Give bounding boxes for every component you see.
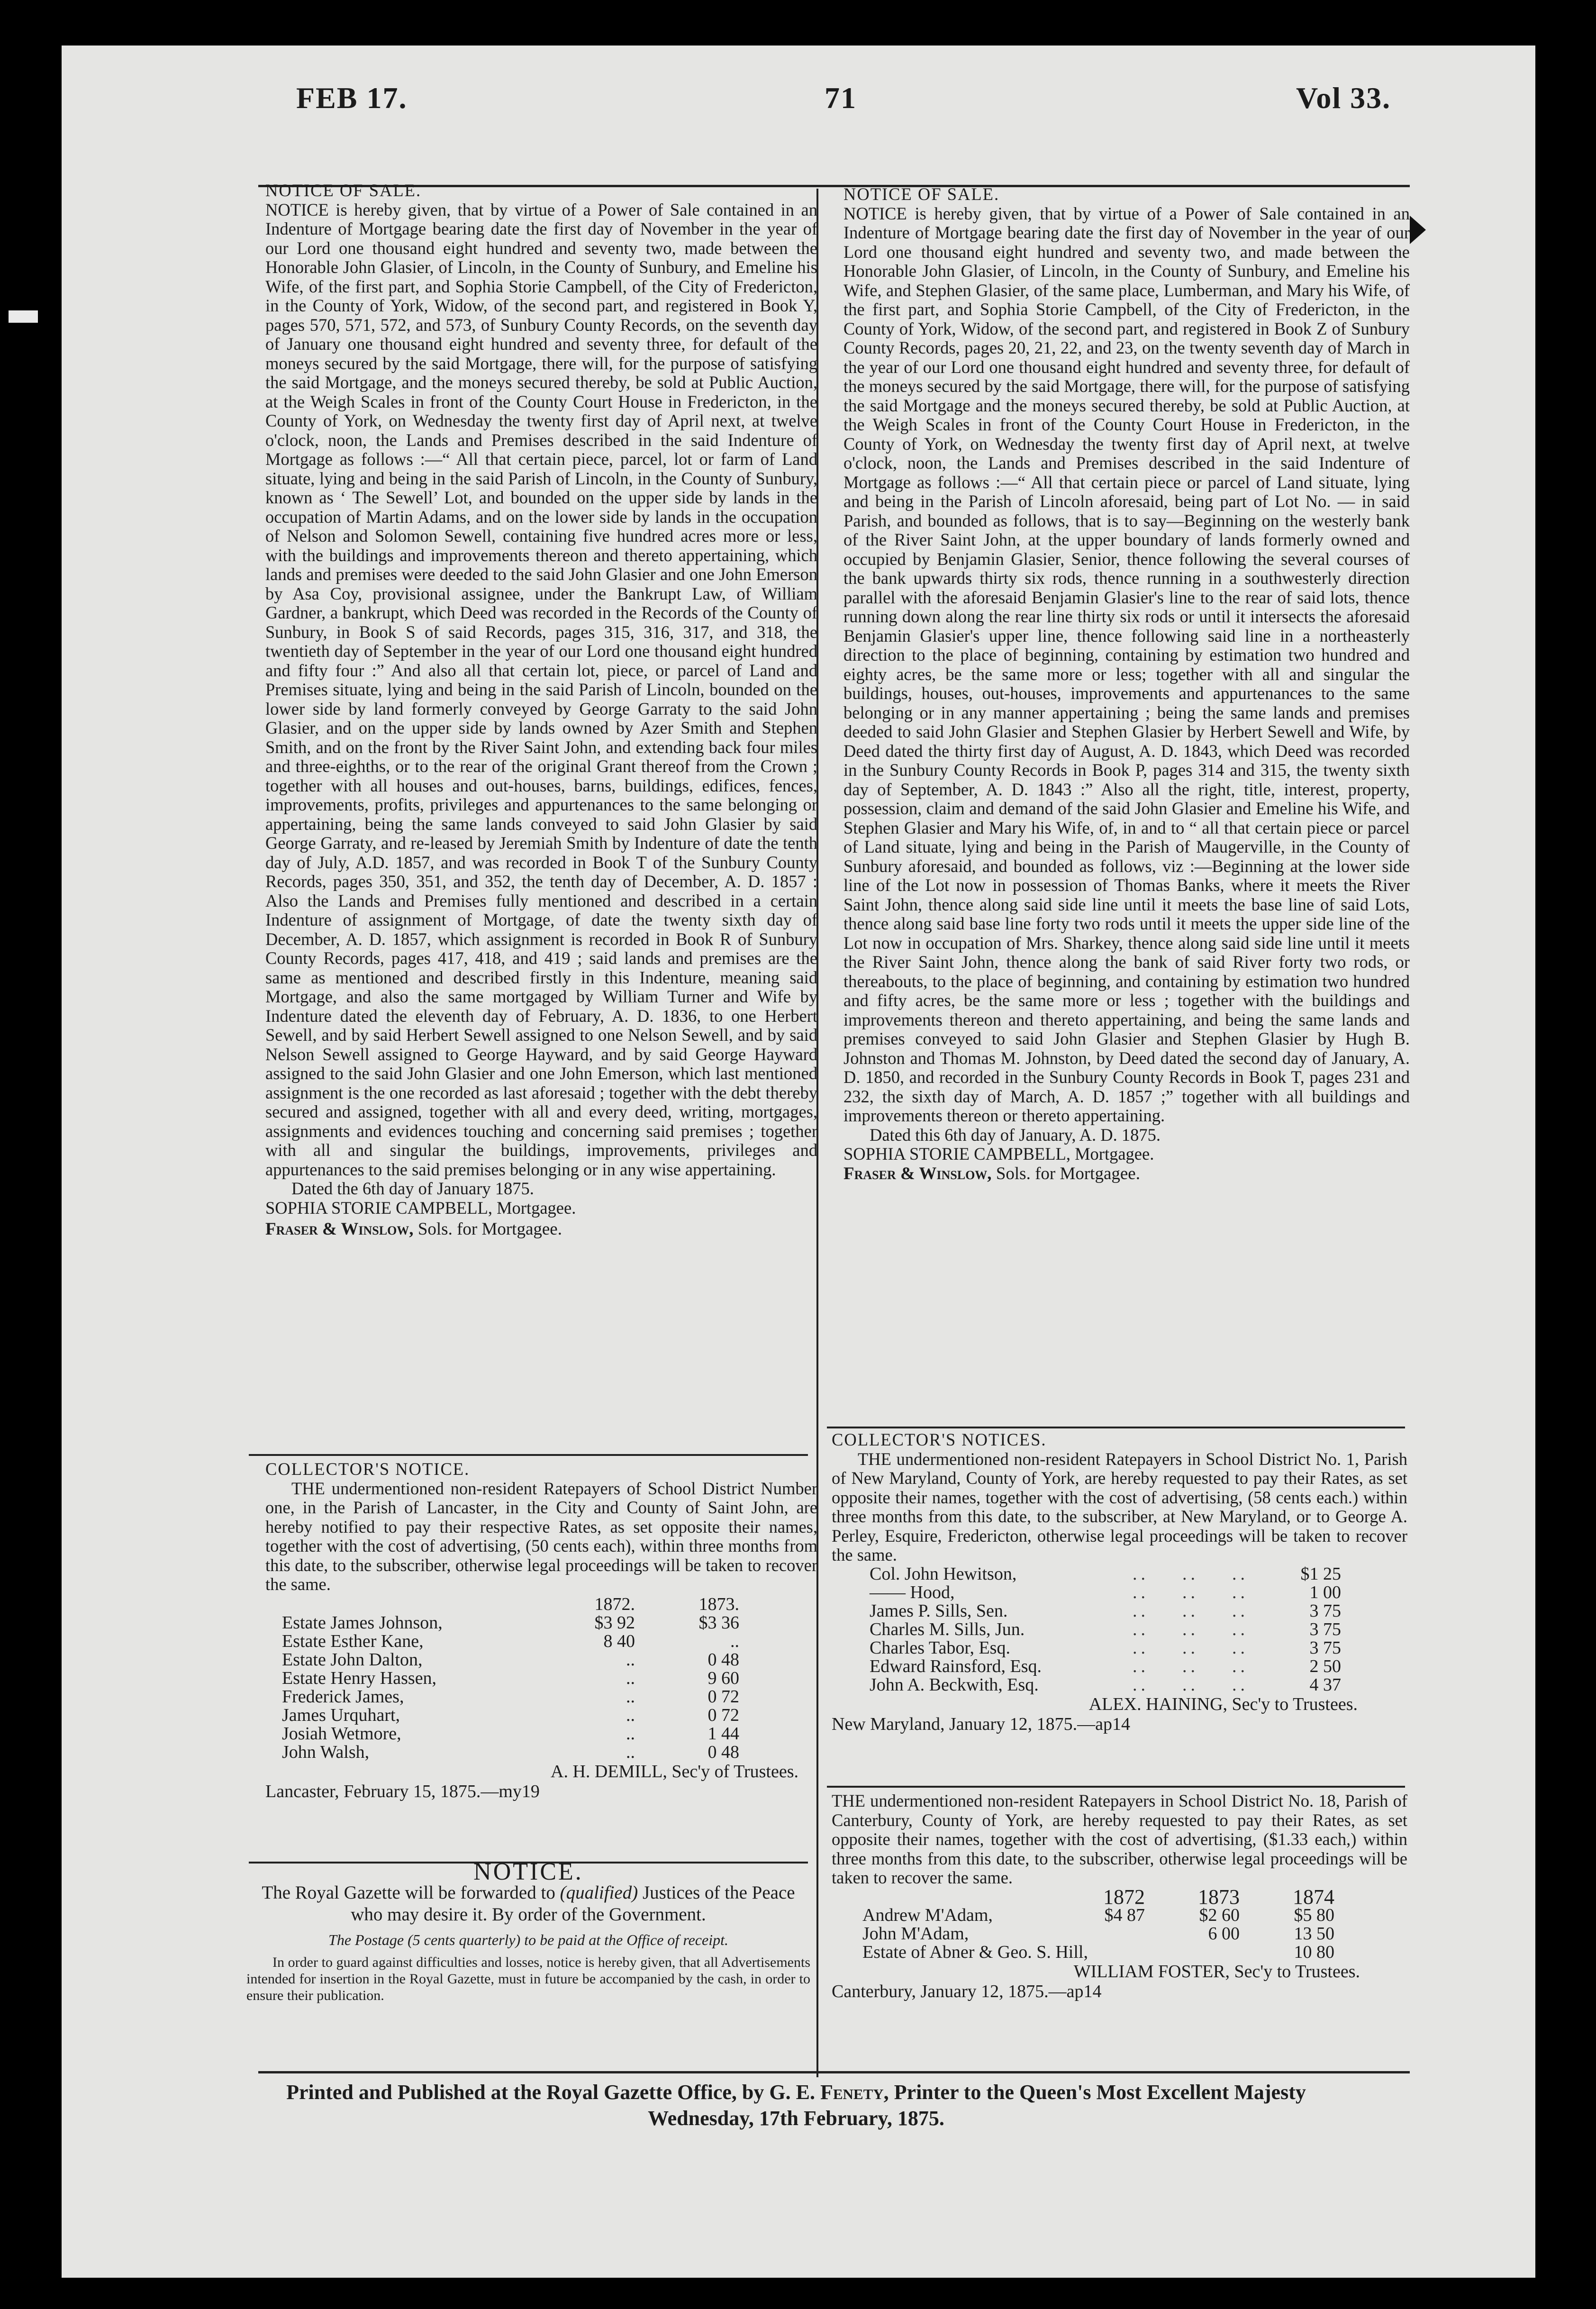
gazette-notice xyxy=(246,1858,810,2004)
table-row: James Urquhart, .. 0 72 xyxy=(282,1705,739,1725)
sale-body: NOTICE is hereby given, that by virtue of a Power of Sale contained in an Indenture of Mortgage bearing date the first day of November in the year of our Lord one thousand eight hundred and seventy two, made between the Honorable John Glasier, of Lincoln, in the County of Sunbury, and Emeline his Wife, of the first part, and Sophia Storie Campbell, of the City of Fredericton, in the County of York, Widow, of the second part, and registered in Book Y, pages 570, 571, 572, and 573, of Sunbury County Records, on the seventh day of January one thousand eight hundred and seventy three, for default of the moneys secured by the said Mortgage, there will, for the purpose of satisfying the said Mortgage, and the moneys secured thereby, be sold at Public Auction, at the Weigh Scales in front of the County Court House in Fredericton, in the County of York, on Wednesday the twenty first day of April next, at twelve o'clock, noon, the Lands and Premises described in the said Indenture of Mortgage as follows :—“ All that certain piece, parcel, lot or farm of Land situate, lying and being in the said Parish of Lincoln, in the County of Sunbury, known as ‘ The Sewell’ Lot, and bounded on the upper side by lands in the occupation of Martin Adams, and on the lower side by lands in the occupation of Nelson and Solomon Sewell, containing five hundred acres more or less, with the buildings and improvements thereon and thereto appertaining, which lands and premises were deeded to the said John Glasier and one John Emerson by Asa Coy, provisional assignee, under the Bankrupt Law, of William Gardner, a bankrupt, which Deed was recorded in the Records of the County of Sunbury, in Book S of said Records, pages 315, 316, 317, and 318, the twentieth day of September in the year of our Lord one thousand eight hundred and fifty four :” And also all that certain lot, piece, or parcel of Land and Premises situate, lying and being in the said Parish of Lincoln, bounded on the lower side by land formerly conveyed by George Garraty to the said John Glasier, and on the upper side by lands owned by Azer Smith and Stephen Smith, and on the front by the River Saint John, and extending back four miles and three-eighths, or to the rear of the original Grant thereof from the Crown ; together with all houses and out-houses, barns, buildings, edifices, fences, improvements, profits, privileges and appurtenances to the same belonging or appertaining, being the same lands conveyed to said John Glasier by said George Garraty, and re-leased by Jeremiah Smith by Indenture of date the tenth day of July, A.D. 1857, and was recorded in Book T of the Sunbury County Records, pages 350, 351, and 352, the tenth day of December, A. D. 1857 : Also the Lands and Premises fully mentioned and described in a certain Indenture of assignment of Mortgage, of date the twenty sixth day of December, A. D. 1857, which assignment is recorded in Book R of Sunbury County Records, pages 417, 418, and 419 ; said lands and premises are the same as mentioned and described firstly in this Indenture, meaning said Mortgage, and also the same mortgaged by William Turner and Wife by Indenture dated the eleventh day of February, A. D. 1836, to one Herbert Sewell, and by said Herbert Sewell assigned to one Nelson Sewell, and by said Nelson Sewell assigned to George Hayward, and by said George Hayward assigned to the said John Glasier and one John Emerson, which last mentioned assignment is the one recorded as last aforesaid ; together with the debt thereby secured and assigned, together with all and every deed, writing, mortgages, assignments and evidences touching and concerning said premises ; together with all and singular the buildings, improvements, privileges and appurtenances to the said premises belonging or in any wise appertaining. xyxy=(265,200,817,1179)
sale-solicitors: Fraser & Winslow, Sols. for Mortgagee. xyxy=(265,1219,562,1239)
canterbury-rates-table xyxy=(862,1885,1334,1962)
canterbury-dateline: Canterbury, January 12, 1875.—ap14 xyxy=(832,1981,1102,2001)
new-maryland-rates-table xyxy=(870,1565,1341,1694)
collectors-signature: ALEX. HAINING, Sec'y to Trustees. xyxy=(1088,1694,1358,1714)
table-row: Andrew M'Adam, $4 87 $2 60 $5 80 xyxy=(862,1905,1334,1925)
col-1872: 1872. xyxy=(594,1594,635,1614)
scan-mark-left xyxy=(9,310,38,323)
imprint-line: Printed and Published at the Royal Gazette Office, by G. E. Fenety, Printer to the Queen's Most Excellent Majesty xyxy=(286,2081,1306,2104)
table-row: John Walsh, .. 0 48 xyxy=(282,1742,739,1762)
right-rule-2 xyxy=(827,1786,1405,1788)
collectors-dateline: New Maryland, January 12, 1875.—ap14 xyxy=(832,1714,1131,1734)
table-row: Edward Rainsford, Esq. .. .. .. 2 50 xyxy=(870,1656,1341,1676)
table-row: Col. John Hewitson, .. .. .. $1 25 xyxy=(870,1564,1341,1584)
page-number: 71 xyxy=(825,81,857,115)
collectors-intro: THE undermentioned non-resident Ratepayers in School District No. 1, Parish of New Maryland, County of York, are hereby requested to pay their Rates, as set opposite their names, together with the cost of advertising, (58 cents each.) within three months from this date, to the subscriber, at New Maryland, or to George A. Perley, Esquire, Fredericton, otherwise legal proceedings will be taken to recover the same. xyxy=(832,1449,1407,1564)
volume-number: Vol 33. xyxy=(1296,81,1391,115)
canterbury-intro: THE undermentioned non-resident Ratepayers in School District No. 18, Parish of Canterbury, County of York, are hereby requested to pay their Rates, as set opposite their names, together with the cost of advertising, ($1.33 each,) within three months from this date, to the subscriber, otherwise legal proceedings will be taken to recover the same. xyxy=(832,1791,1407,1887)
right-notice-of-sale xyxy=(843,185,1410,1184)
table-row: Charles Tabor, Esq. .. .. .. 3 75 xyxy=(870,1637,1341,1658)
scan-mark-right xyxy=(1410,216,1426,244)
sale-mortgagee: SOPHIA STORIE CAMPBELL, Mortgagee. xyxy=(265,1198,576,1218)
lancaster-rates-table xyxy=(282,1595,739,1762)
table-header-row: 1872 1873 1874 xyxy=(1103,1885,1334,1909)
sale-title: NOTICE OF SALE. xyxy=(265,181,422,200)
canterbury-signature: WILLIAM FOSTER, Sec'y to Trustees. xyxy=(1073,1961,1360,1982)
col-1873: 1873. xyxy=(698,1594,739,1614)
collector-title: COLLECTOR'S NOTICE. xyxy=(265,1459,470,1479)
table-row: John M'Adam, 6 00 13 50 xyxy=(862,1923,1334,1944)
left-rule-1 xyxy=(249,1454,808,1456)
new-maryland-notice xyxy=(832,1430,1407,1734)
notice-postage: The Postage (5 cents quarterly) to be paid at the Office of receipt. xyxy=(328,1931,728,1948)
collector-signature: A. H. DEMILL, Sec'y of Trustees. xyxy=(551,1761,798,1782)
table-row: Charles M. Sills, Jun. .. .. .. 3 75 xyxy=(870,1619,1341,1639)
left-collector-notice xyxy=(265,1460,817,1801)
notice-justices: The Royal Gazette will be forwarded to (qualified) Justices of the Peace who may desire it. By order of the Government. xyxy=(262,1882,795,1925)
table-row: Estate Henry Hassen, .. 9 60 xyxy=(282,1668,739,1688)
table-row: Josiah Wetmore, .. 1 44 xyxy=(282,1723,739,1744)
left-notice-of-sale xyxy=(265,181,817,1239)
table-row: John A. Beckwith, Esq. .. .. .. 4 37 xyxy=(870,1674,1341,1695)
sale-dated: Dated the 6th day of January 1875. xyxy=(291,1179,534,1198)
table-row: Estate James Johnson, $3 92 $3 36 xyxy=(282,1612,739,1633)
table-row: Estate Esther Kane, 8 40 .. xyxy=(282,1631,739,1651)
sale-mortgagee: SOPHIA STORIE CAMPBELL, Mortgagee. xyxy=(843,1144,1154,1164)
sale-body: NOTICE is hereby given, that by virtue of a Power of Sale contained in an Indenture of Mortgage bearing date the first day of November in the year of our Lord one thousand eight hundred and seventy two, and made between the Honorable John Glasier, of Lincoln, in the County of Sunbury, and Emeline his Wife, and Stephen Glasier, of the same place, Lumberman, and Mary his Wife, of the first part, and Sophia Storie Campbell, of the City of Fredericton, in the County of York, Widow, of the second part, and registered in Book Z of Sunbury County Records, pages 20, 21, 22, and 23, on the twenty seventh day of March in the year of our Lord one thousand eight hundred and seventy three, for default of the moneys secured by the said Mortgage, there will, for the purpose of satisfying the said Mortgage and the moneys secured thereby, be sold at Public Auction, at the Weigh Scales in front of the County Court House in Fredericton, in the County of York, on Wednesday the twenty first day of April next, at twelve o'clock, noon, the Lands and Premises described in the said Indenture of Mortgage as follows :—“ All that certain piece or parcel of Land situate, lying and being in the Parish of Lincoln aforesaid, being part of Lot No. — in said Parish, and bounded as follows, that is to say—Beginning on the westerly bank of the River Saint John, at the upper boundary of lands formerly owned and occupied by Benjamin Glasier, Senior, thence following the several courses of the bank upwards thirty six rods, thence running in a southwesterly direction parallel with the aforesaid Benjamin Glasier's line to the rear of said lots, thence running down along the rear line thirty six rods or until it intersects the aforesaid Benjamin Glasier's upper line, thence following said line in a northeasterly direction to the place of beginning, containing by estimation two hundred and eighty acres, be the same more or less; together with all and singular the buildings, houses, out-houses, improvements and appurtenances to the same belonging or in any manner appertaining ; being the same lands and premises deeded to said John Glasier and Stephen Glasier by Herbert Sewell and Wife, by Deed dated the thirty first day of August, A. D. 1843, which Deed was recorded in the Sunbury County Records in Book P, pages 314 and 315, the twenty sixth day of September, A. D. 1843 :” Also all the right, title, interest, property, possession, claim and demand of the said John Glasier and Emeline his Wife, and Stephen Glasier and Mary his Wife, of, in and to “ all that certain piece or parcel of Land situate, lying and being in the Parish of Maugerville, in the County of Sunbury aforesaid, and bounded as follows, viz :—Beginning at the lower side line of the Lot now in possession of Thomas Banks, where it meets the River Saint John, thence along said side line until it meets the base line of said Lots, thence along said base line forty two rods until it meets the upper side line of the Lot now in occupation of Mrs. Sharkey, thence along said side line until it meets the River Saint John, thence along the bank of said River forty two rods, or thereabouts, to the place of beginning, and containing by estimation two hundred and fifty acres, be the same more or less ; together with the buildings and improvements thereon and thereto appertaining, and being the same lands and premises conveyed to said John Glasier and Stephen Glasier by Hugh B. Johnston and Thomas M. Johnston, by Deed dated the second day of January, A. D. 1850, and recorded in the Sunbury County Records in Book T, pages 231 and 232, the sixth day of March, A. D. 1857 ;” together with all buildings and improvements thereon or thereto appertaining. xyxy=(843,203,1410,1125)
notice-guard: In order to guard against difficulties and losses, notice is hereby given, that all Advertisements intended for insertion in the Royal Gazette, must in future be accompanied by the cash, in order to ensure their publication. xyxy=(246,1954,810,2003)
table-row: —— Hood, .. .. .. 1 00 xyxy=(870,1582,1341,1602)
sale-title: NOTICE OF SALE. xyxy=(843,184,1000,204)
table-row: James P. Sills, Sen. .. .. .. 3 75 xyxy=(870,1600,1341,1621)
footer-rule xyxy=(258,2071,1410,2073)
collector-dateline: Lancaster, February 15, 1875.—my19 xyxy=(265,1781,540,1801)
right-rule-1 xyxy=(827,1427,1405,1428)
collectors-title: COLLECTOR'S NOTICES. xyxy=(832,1430,1047,1449)
table-row: Estate of Abner & Geo. S. Hill, 10 80 xyxy=(862,1942,1334,1962)
issue-date: FEB 17. xyxy=(296,81,408,115)
canterbury-notice xyxy=(832,1791,1407,2001)
sale-solicitors: Fraser & Winslow, Sols. for Mortgagee. xyxy=(843,1164,1140,1183)
table-header-row xyxy=(282,1595,739,1614)
collector-intro: THE undermentioned non-resident Ratepayers of School District Number one, in the Parish of Lancaster, in the City and County of Saint John, are hereby notified to pay their respective Rates, as set opposite their names, together with the cost of advertising, (50 cents each), within three months from this date, to the subscriber, otherwise legal proceedings will be taken to recover the same. xyxy=(265,1478,817,1594)
sale-dated: Dated this 6th day of January, A. D. 1875. xyxy=(870,1125,1161,1145)
table-row: Estate John Dalton, .. 0 48 xyxy=(282,1649,739,1670)
imprint-date: Wednesday, 17th February, 1875. xyxy=(648,2107,944,2130)
table-row: Frederick James, .. 0 72 xyxy=(282,1686,739,1707)
notice-title: NOTICE. xyxy=(473,1858,583,1885)
